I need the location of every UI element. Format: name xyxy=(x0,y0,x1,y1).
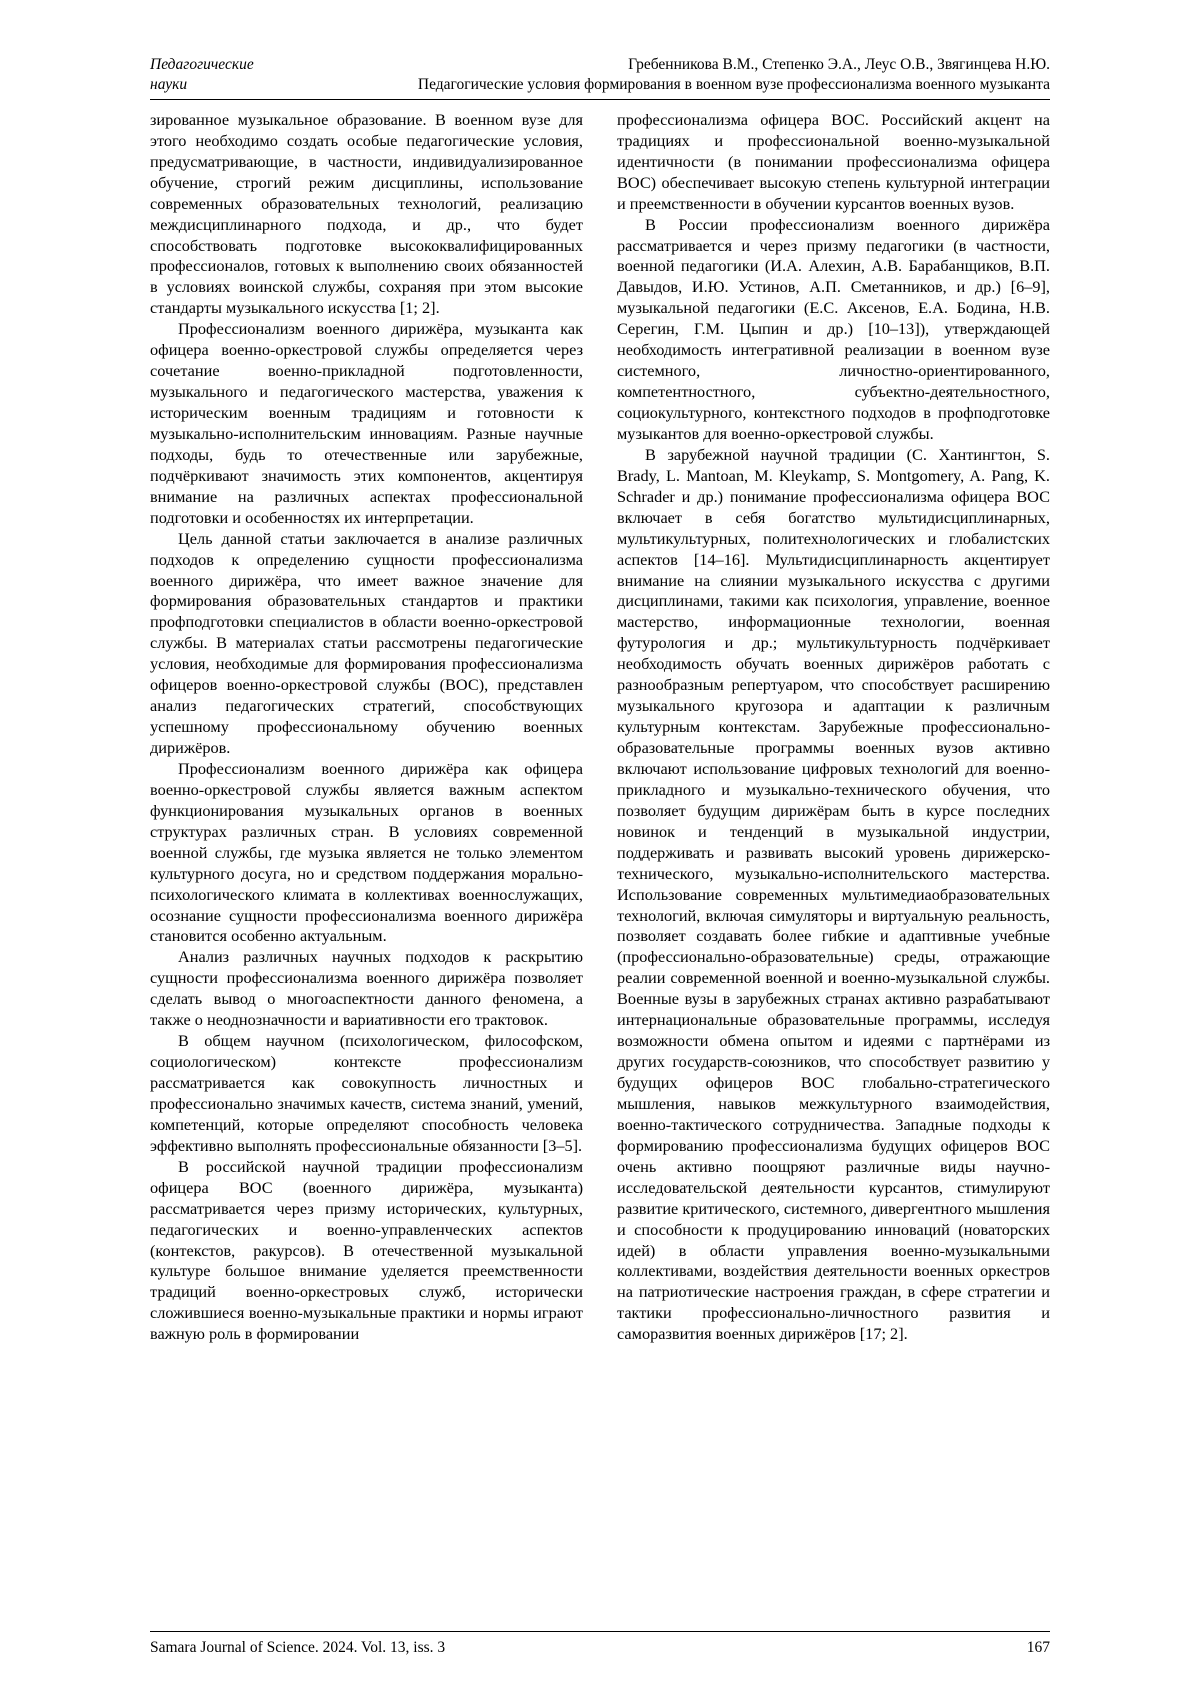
paragraph: Профессионализм военного дирижёра, музыканта как офицера военно-оркестровой службы определяется через сочетание военно-прикладной подготовленности, музыкального и педагогического мастерства, уважения к историческим военным традициям и готовности к музыкально-исполнительским инновациям. Разные научные подходы, будь то отечественные или зарубежные, подчёркивают значимость этих компонентов, акцентируя внимание на различных аспектах профессиональной подготовки и особенностях их интерпретации. xyxy=(150,319,583,527)
running-head-article xyxy=(350,55,1050,96)
running-head-section-line2: науки xyxy=(150,76,188,94)
paragraph: В российской научной традиции профессионализм офицера ВОС (военного дирижёра, музыканта) рассматривается через призму исторических, культурных, педагогических и военно-управленческих аспектов (контекстов, ракурсов). В отечественной музыкальной культуре большое внимание уделяется преемственности традиций военно-оркестровых служб, исторически сложившиеся военно-музыкальные практики и нормы играют важную роль в формировании xyxy=(150,1156,583,1344)
running-head-section-line1: Педагогические xyxy=(150,56,254,73)
header-divider xyxy=(150,99,1050,100)
right-column xyxy=(617,110,1050,1565)
paragraph: В зарубежной научной традиции (С. Хантингтон, S. Brady, L. Mantoan, M. Kleykamp, S. Montgomery, A. Pang, K. Schrader и др.) понимание профессионализма офицера ВОС включает в себя богатство мультидисциплинарных, мультикультурных, политехнологических и глобалистских аспектов [14–16]. Мультидисциплинарность акцентирует внимание на слиянии музыкального искусства с другими дисциплинами, такими как психология, управление, военное мастерство, информационные технологии, военная футурология и др.; мультикультурность подчёркивает необходимость обучать военных дирижёров работать с разнообразным репертуаром, что способствует расширению музыкального кругозора и адаптации к различным культурным контекстам. Зарубежные профессионально-образовательные программы военных вузов активно включают использование цифровых технологий для военно-прикладного и музыкально-технического обучения, что позволяет будущим дирижёрам быть в курсе последних новинок и тенденций в музыкальной индустрии, поддерживать и развивать высокий уровень дирижерско-технического, музыкально-исполнительского мастерства. Использование современных мультимедиаобразовательных технологий, включая симуляторы и виртуальную реальность, позволяет создавать более гибкие и адаптивные учебные (профессионально-образовательные) среды, отражающие реалии современной военной и военно-музыкальной службы. Военные вузы в зарубежных странах активно разрабатывают интернациональные образовательные программы, исследуя возможности обмена опытом и идеями с партнёрами из других государств-союзников, что способствует развитию у будущих офицеров ВОС глобально-стратегического мышления, навыков межкультурного взаимодействия, военно-тактического сотрудничества. Западные подходы к формированию профессионализма будущих офицеров ВОС очень активно поощряют различные виды научно-исследовательской деятельности курсантов, стимулируют развитие критического, системного, дивергентного мышления и способности к продуцированию инноваций (новаторских идей) в области управления военно-музыкальными коллективами, воздействия деятельности военных оркестров на патриотические настроения граждан, в сфере стратегии и тактики профессионально-личностного развития и саморазвития военных дирижёров [17; 2]. xyxy=(617,444,1050,1344)
paragraph: Профессионализм военного дирижёра как офицера военно-оркестровой службы является важным аспектом функционирования музыкальных органов в военных структурах различных стран. В условиях современной военной службы, где музыка является не только элементом культурного досуга, но и средством поддержания морально-психологического климата в коллективах военнослужащих, осознание сущности профессионализма военного дирижёра становится особенно актуальным. xyxy=(150,758,583,946)
paragraph: Анализ различных научных подходов к раскрытию сущности профессионализма военного дирижёра позволяет сделать вывод о многоаспектности данного феномена, а также о неоднозначности и вариативности его трактовок. xyxy=(150,947,583,1030)
footer-divider xyxy=(150,1631,1050,1632)
page-number: 167 xyxy=(1026,1639,1050,1656)
paragraph: профессионализма офицера ВОС. Российский акцент на традициях и профессиональной военно-музыкальной идентичности (в понимании профессионализма офицера ВОС) обеспечивает высокую степень культурной интеграции и преемственности в обучении курсантов военных вузов. xyxy=(617,109,1050,213)
running-head-authors: Гребенникова В.М., Степенко Э.А., Леус О.В., Звягинцева Н.Ю. xyxy=(628,56,1050,73)
running-head xyxy=(150,55,1050,96)
paragraph: зированное музыкальное образование. В военном вузе для этого необходимо создать особые педагогические условия, предусматривающие, в частности, индивидуализированное обучение, строгий режим дисциплины, использование современных образовательных технологий, реализацию междисциплинарного подхода, и др., что будет способствовать подготовке высококвалифицированных профессионалов, готовых к выполнению своих обязанностей в условиях воинской службы, сохраняя при этом высокие стандарты музыкального искусства [1; 2]. xyxy=(150,109,583,318)
running-head-section xyxy=(150,55,350,96)
page-footer xyxy=(150,1631,1050,1657)
paragraph: Цель данной статьи заключается в анализе различных подходов к определению сущности профессионализма военного дирижёра, что имеет важное значение для формирования образовательных стандартов и практики профподготовки специалистов в области военно-оркестровой службы. В материалах статьи рассмотрены педагогические условия, необходимые для формирования профессионализма офицеров военно-оркестровой службы (ВОС), представлен анализ педагогических стратегий, способствующих успешному профессиональному обучению военных дирижёров. xyxy=(150,528,583,758)
body-columns xyxy=(150,110,1050,1565)
paragraph: В России профессионализм военного дирижёра рассматривается и через призму педагогики (в частности, военной педагогики (И.А. Алехин, А.В. Барабанщиков, В.П. Давыдов, И.Ю. Устинов, А.П. Сметанников, и др.) [6–9], музыкальной педагогики (Е.С. Аксенов, Е.А. Бодина, Н.В. Серегин, Г.М. Цыпин и др.) [10–13]), утверждающей необходимость интегративной реализации в военном вузе системного, личностно-ориентированного, компетентностного, субъектно-деятельностного, социокультурного, контекстного подходов в профподготовке музыкантов для военно-оркестровой службы. xyxy=(617,214,1050,443)
footer-journal-line: Samara Journal of Science. 2024. Vol. 13, iss. 3 xyxy=(150,1639,446,1656)
paragraph: В общем научном (психологическом, философском, социологическом) контексте профессионализм рассматривается как совокупность личностных и профессионально значимых качеств, система знаний, умений, компетенций, которые определяют способность человека эффективно выполнять профессиональные обязанности [3–5]. xyxy=(150,1031,583,1155)
left-column xyxy=(150,110,583,1565)
running-head-title: Педагогические условия формирования в военном вузе профессионализма военного музыканта xyxy=(417,76,1050,94)
